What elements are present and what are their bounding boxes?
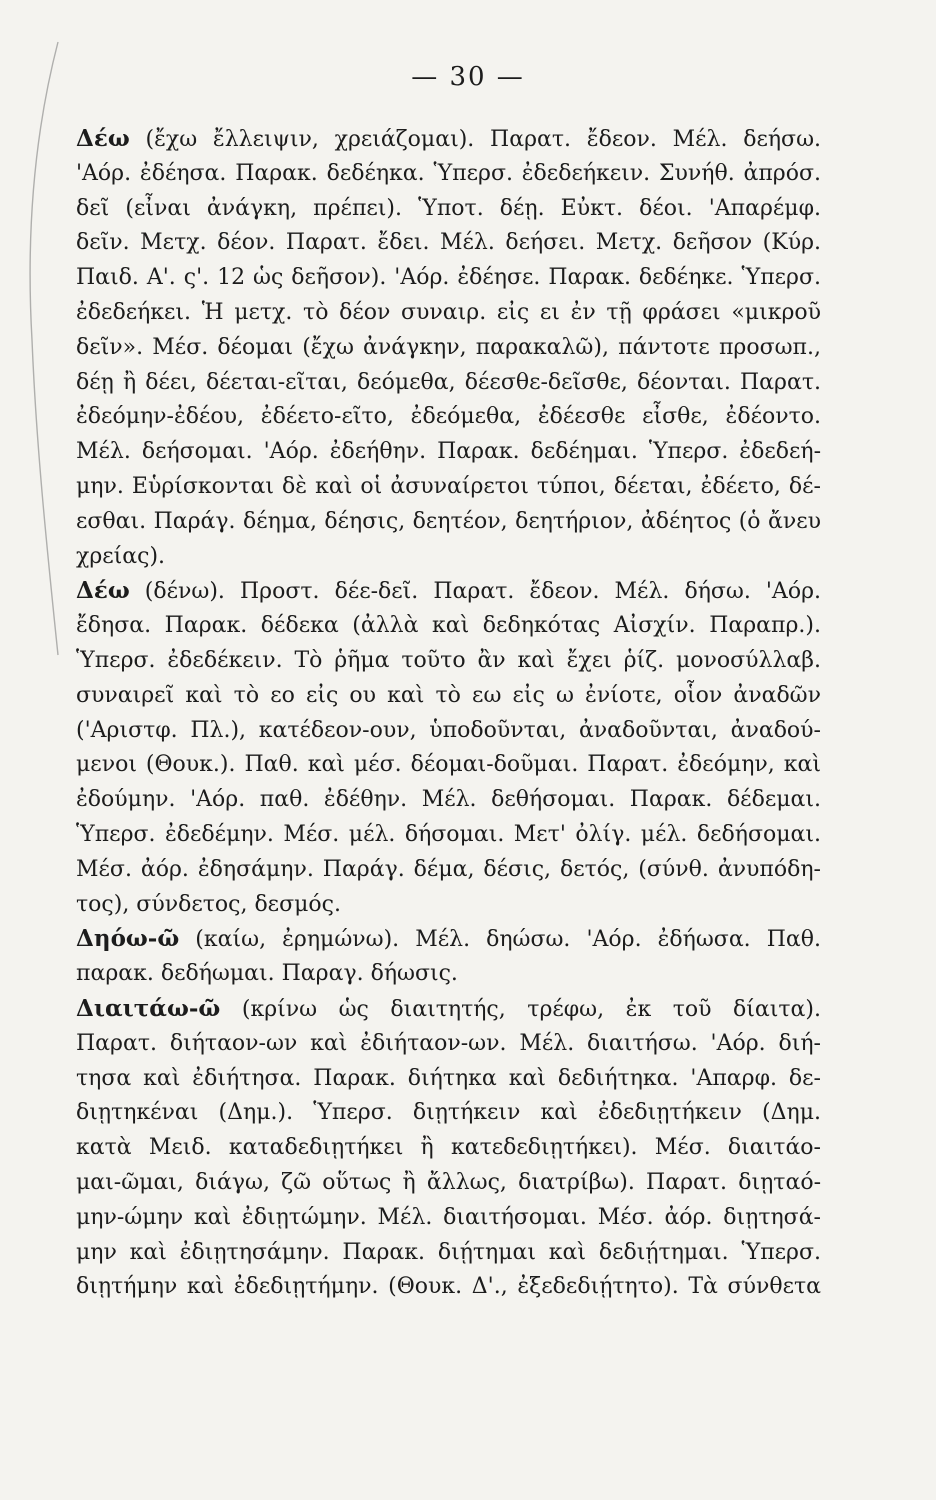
text-line [76,400,821,435]
line-text: μην. Εὑρίσκονται δὲ καὶ οἱ ἀσυναίρετοι τύποι, δέεται, ἐδέετο, δέ- [76,473,821,499]
text-line [76,714,821,749]
line-text: κατὰ Μειδ. καταδεδιῃτήκει ἢ κατεδεδιῃτήκει). Μέσ. διαιτάο- [76,1135,821,1161]
line-text: δεῖ (εἶναι ἀνάγκη, πρέπει). Ὑποτ. δέῃ. Εὐκτ. δέοι. 'Απαρέμφ. [76,195,821,221]
line-text: παρακ. δεδήωμαι. Παραγ. δήωσις. [76,961,458,987]
text-line [76,226,821,261]
text-line [76,922,821,957]
dictionary-text [76,122,821,1305]
line-text: ('Αριστφ. Πλ.), κατέδεον-ουν, ὑποδοῦνται, ἀναδοῦνται, ἀναδού- [76,717,821,743]
text-line [76,1062,821,1097]
text-line [76,296,821,331]
line-text: Παιδ. Α'. ς'. 12 ὡς δεῆσον). 'Αόρ. ἐδέησε. Παρακ. δεδέηκε. Ὑπερσ. [76,265,821,291]
text-line [76,366,821,401]
line-text: (κρίνω ὡς διαιτητής, τρέφω, ἐκ τοῦ δίαιτα). [220,996,821,1022]
line-text: χρείας). [76,543,166,569]
line-text: ἐδούμην. 'Αόρ. παθ. ἐδέθην. Μέλ. δεθήσομαι. Παρακ. δέδεμαι. [76,787,821,813]
text-line [76,261,821,296]
text-line [76,505,821,540]
text-line [76,470,821,505]
line-text: εσθαι. Παράγ. δέημα, δέησις, δεητέον, δεητήριον, ἀδέητος (ὁ ἄνευ [76,508,821,534]
text-line [76,192,821,227]
text-line [76,644,821,679]
text-line [76,1096,821,1131]
text-line [76,888,821,923]
entry-headword: Δηόω-ῶ [76,925,180,953]
text-line [76,679,821,714]
line-text: δεῖν. Μετχ. δέον. Παρατ. ἔδει. Μέλ. δεήσει. Μετχ. δεῆσον (Κύρ. [76,230,821,256]
line-text: διῃτηκέναι (Δημ.). Ὑπερσ. διῃτήκειν καὶ ἐδεδιῃτήκειν (Δημ. [76,1100,821,1126]
line-text: (δένω). Προστ. δέε-δεῖ. Παρατ. ἔδεον. Μέλ. δήσω. 'Αόρ. [129,579,821,605]
text-line [76,992,821,1027]
text-line [76,748,821,783]
line-text: (ἔχω ἔλλειψιν, χρειάζομαι). Παρατ. ἔδεον. Μέλ. δεήσω. [129,127,821,152]
text-line [76,818,821,853]
line-text: συναιρεῖ καὶ τὸ εο εἰς ου καὶ τὸ εω εἰς ω ἐνίοτε, οἷον ἀναδῶν [76,682,821,708]
line-text: 'Αόρ. ἐδέησα. Παρακ. δεδέηκα. Ὑπερσ. ἐδεδεήκειν. Συνήθ. ἀπρόσ. [76,160,821,186]
line-text: διῃτήμην καὶ ἐδεδιῃτήμην. (Θουκ. Δ'., ἐξεδεδιῄτητο). Τὰ σύνθετα [76,1274,821,1300]
line-text: Μέσ. ἀόρ. ἐδησάμην. Παράγ. δέμα, δέσις, δετός, (σύνθ. ἀνυπόδη- [76,856,821,882]
text-line [76,1166,821,1201]
text-line [76,957,821,992]
line-text: μαι-ῶμαι, διάγω, ζῶ οὕτως ἢ ἄλλως, διατρίβω). Παρατ. διῃταό- [76,1169,821,1195]
text-line [76,435,821,470]
text-line [76,331,821,366]
line-text: Ὑπερσ. ἐδεδέμην. Μέσ. μέλ. δήσομαι. Μετ' ὀλίγ. μέλ. δεδήσομαι. [76,821,821,847]
line-text: μην καὶ ἐδιῃτησάμην. Παρακ. διῄτημαι καὶ δεδιῄτημαι. Ὑπερσ. [76,1239,821,1265]
text-line [76,1201,821,1236]
line-text: ἐδεδεήκει. Ἡ μετχ. τὸ δέον συναιρ. εἰς ει ἐν τῇ φράσει «μικροῦ [76,299,821,325]
text-line [76,1236,821,1271]
line-text: (καίω, ἐρημώνω). Μέλ. δηώσω. 'Αόρ. ἐδήωσα. Παθ. [179,927,821,953]
text-line [76,853,821,888]
line-text: δεῖν». Μέσ. δέομαι (ἔχω ἀνάγκην, παρακαλῶ), πάντοτε προσωπ., [76,334,821,360]
text-line [76,122,821,157]
text-line [76,783,821,818]
page-number: — 30 — [411,62,525,92]
line-text: Μέλ. δεήσομαι. 'Αόρ. ἐδεήθην. Παρακ. δεδέημαι. Ὑπερσ. ἐδεδεή- [76,439,821,465]
line-text: ἐδεόμην-ἐδέου, ἐδέετο-εῖτο, ἐδεόμεθα, ἐδέεσθε εἶσθε, ἐδέοντο. [76,404,821,430]
text-line [76,1131,821,1166]
line-text: Παρατ. διήταον-ων καὶ ἐδιήταον-ων. Μέλ. διαιτήσω. 'Αόρ. διή- [76,1030,821,1056]
line-text: Ὑπερσ. ἐδεδέκειν. Τὸ ῥῆμα τοῦτο ἂν καὶ ἔχει ῥίζ. μονοσύλλαβ. [76,647,821,673]
text-line [76,157,821,192]
line-text: μενοι (Θουκ.). Παθ. καὶ μέσ. δέομαι-δοῦμαι. Παρατ. ἐδεόμην, καὶ [76,752,821,778]
line-text: δέῃ ἢ δέει, δέεται-εῖται, δεόμεθα, δέεσθε-δεῖσθε, δέονται. Παρατ. [76,369,821,395]
line-text: ἔδησα. Παρακ. δέδεκα (ἀλλὰ καὶ δεδηκότας Αἰσχίν. Παραπρ.). [76,613,821,639]
text-line [76,1270,821,1305]
text-line [76,540,821,575]
line-text: μην-ώμην καὶ ἐδιῃτώμην. Μέλ. διαιτήσομαι. Μέσ. ἀόρ. διῃτησά- [76,1204,821,1230]
text-line [76,1027,821,1062]
entry-headword: Διαιτάω-ῶ [76,994,221,1022]
text-line [76,609,821,644]
entry-headword: Δέω [76,125,130,152]
text-line [76,574,821,609]
line-text: τησα καὶ ἐδιήτησα. Παρακ. διήτηκα καὶ δεδιήτηκα. 'Απαρφ. δε- [76,1065,821,1091]
line-text: τος), σύνδετος, δεσμός. [76,891,341,917]
entry-headword: Δέω [76,577,130,605]
